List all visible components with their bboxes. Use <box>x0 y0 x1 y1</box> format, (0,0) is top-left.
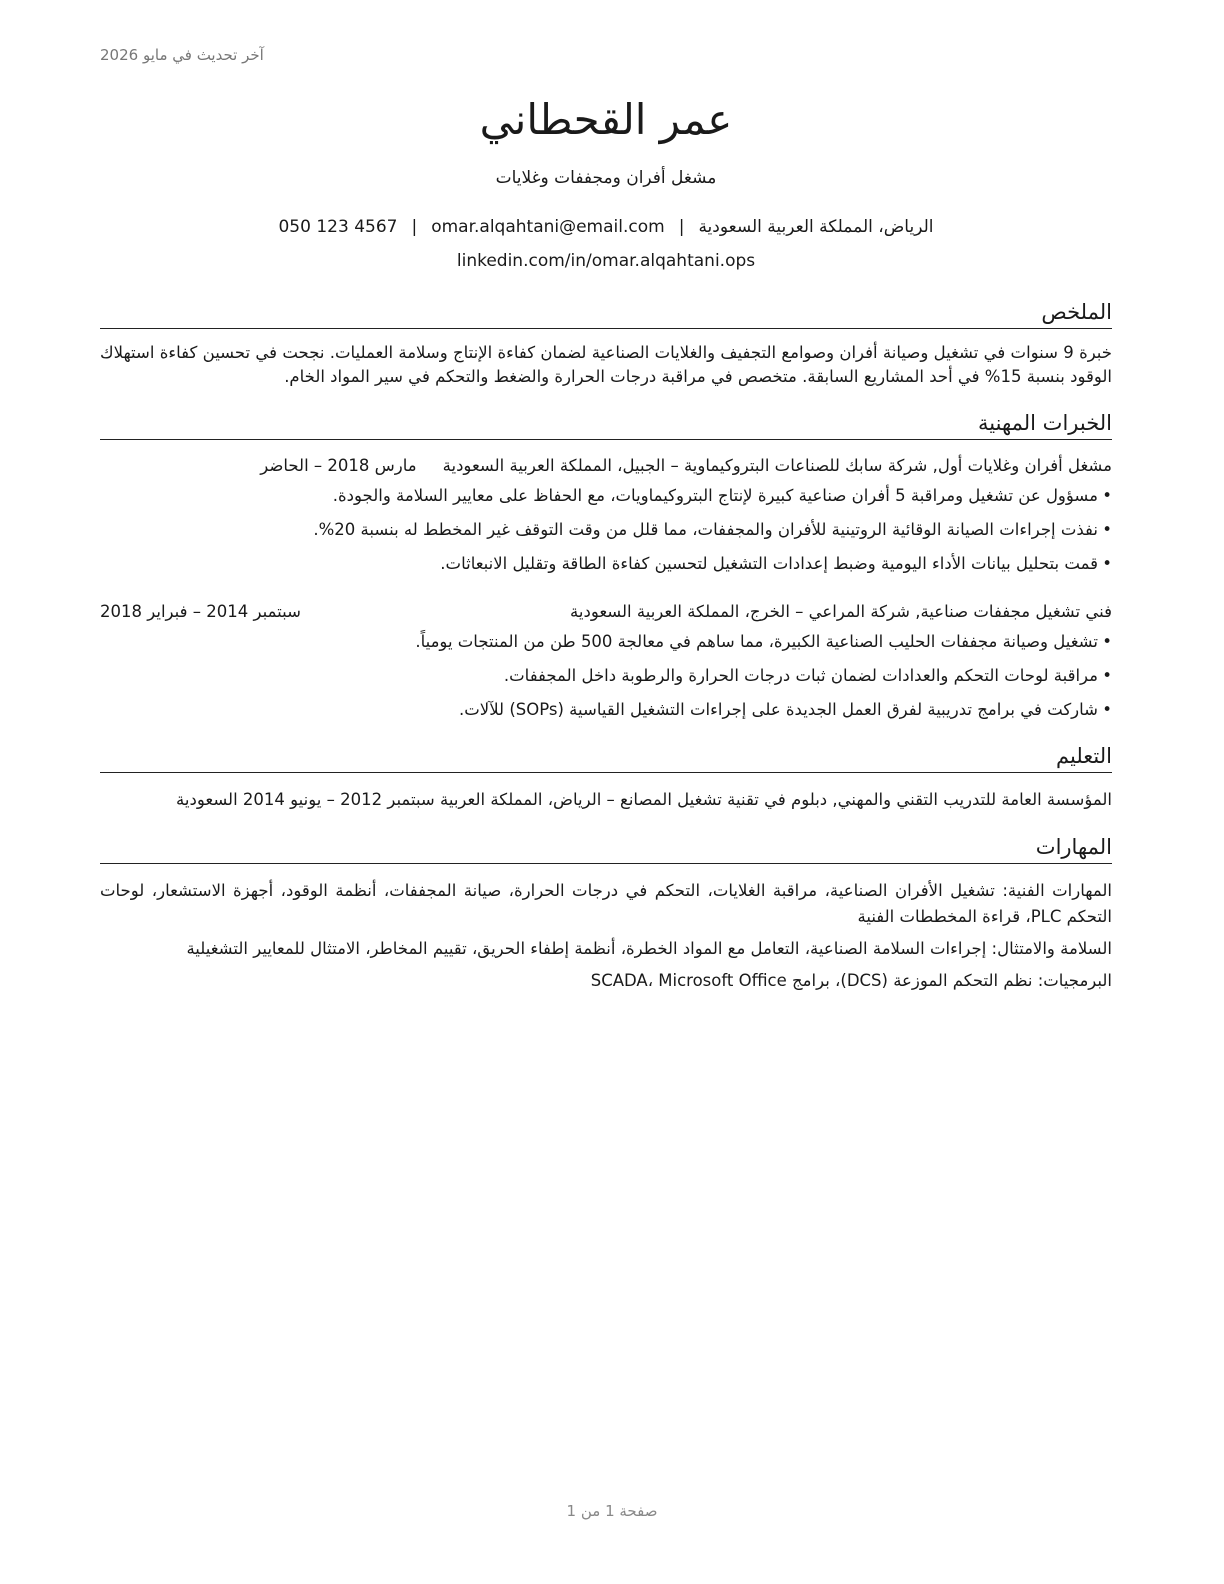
list-item <box>100 484 1112 508</box>
job-role: فني تشغيل مجففات صناعية, شركة المراعي – الخرج، المملكة العربية السعودية <box>570 602 1112 621</box>
bullet-icon: • <box>1102 554 1112 573</box>
bullet-icon: • <box>1102 520 1112 539</box>
list-item <box>100 630 1112 654</box>
bullet-text: نفذت إجراءات الصيانة الوقائية الروتينية للأفران والمجففات، مما قلل من وقت التوقف غير المخطط له بنسبة 20%. <box>313 520 1098 539</box>
job-dates: سبتمبر 2014 – فبراير 2018 <box>100 602 301 621</box>
candidate-name: عمر القحطاني <box>479 95 733 144</box>
contact-line-1 <box>100 210 1112 244</box>
education-entry: المؤسسة العامة للتدريب التقني والمهني, دبلوم في تقنية تشغيل المصانع – الرياض، المملكة العربية سبتمبر 2012 – يونيو 2014 السعودية <box>176 790 1112 809</box>
summary-section <box>100 298 1112 389</box>
job-bullets <box>100 630 1112 722</box>
job-entry <box>100 600 1112 722</box>
page-number: صفحة 1 من 1 <box>566 1502 658 1520</box>
skills-section <box>100 833 1112 994</box>
summary-text: خبرة 9 سنوات في تشغيل وصيانة أفران وصوامع التجفيف والغلايات الصناعية لضمان كفاءة الإنتاج وسلامة العمليات. نجحت في تحسين كفاءة استهلاك الوقود بنسبة 15% في أحد المشاريع السابقة. متخصص في مراقبة درجات الحرارة والضغط والتحكم في سير المواد الخام. <box>100 343 1112 386</box>
bullet-icon: • <box>1102 632 1112 651</box>
contact-info <box>100 210 1112 278</box>
job-bullets <box>100 484 1112 576</box>
education-section <box>100 742 1112 813</box>
separator: | <box>411 217 418 237</box>
phone-number: 050 123 4567 <box>278 217 398 237</box>
bullet-text: تشغيل وصيانة مجففات الحليب الصناعية الكبيرة، مما ساهم في معالجة 500 طن من المنتجات يومياً. <box>415 632 1098 651</box>
linkedin-link[interactable]: linkedin.com/in/omar.alqahtani.ops <box>456 251 756 271</box>
last-updated-note: آخر تحديث في مايو 2026 <box>100 46 264 64</box>
location: الرياض، المملكة العربية السعودية <box>698 217 934 237</box>
section-heading-summary: الملخص <box>100 298 1112 329</box>
separator: | <box>678 217 685 237</box>
job-header <box>100 454 1112 478</box>
list-item <box>100 698 1112 722</box>
bullet-icon: • <box>1102 666 1112 685</box>
job-title: مشغل أفران ومجففات وغلايات <box>495 168 717 188</box>
list-item <box>100 518 1112 542</box>
email-link[interactable]: omar.alqahtani@email.com <box>431 217 665 237</box>
bullet-text: مراقبة لوحات التحكم والعدادات لضمان ثبات درجات الحرارة والرطوبة داخل المجففات. <box>503 666 1098 685</box>
list-item <box>100 552 1112 576</box>
job-role: مشغل أفران وغلايات أول, شركة سابك للصناعات البتروكيماوية – الجبيل، المملكة العربية السعودية <box>442 456 1112 475</box>
experience-section <box>100 409 1112 722</box>
skill-group: البرمجيات: نظم التحكم الموزعة (DCS)، برامج SCADA، Microsoft Office <box>590 971 1112 990</box>
bullet-icon: • <box>1102 486 1112 505</box>
skill-group: السلامة والامتثال: إجراءات السلامة الصناعية، التعامل مع المواد الخطرة، أنظمة إطفاء الحريق، تقييم المخاطر، الامتثال للمعايير التشغيلية <box>186 939 1112 958</box>
list-item <box>100 664 1112 688</box>
section-heading-education: التعليم <box>100 742 1112 773</box>
bullet-text: مسؤول عن تشغيل ومراقبة 5 أفران صناعية كبيرة لإنتاج البتروكيماويات، مع الحفاظ على معايير السلامة والجودة. <box>332 486 1098 505</box>
job-header <box>100 600 1112 624</box>
section-heading-skills: المهارات <box>100 833 1112 864</box>
skill-group: المهارات الفنية: تشغيل الأفران الصناعية، مراقبة الغلايات، التحكم في درجات الحرارة، صيانة المجففات، أنظمة الوقود، أجهزة الاستشعار، لوحات التحكم PLC، قراءة المخططات الفنية <box>100 881 1112 926</box>
bullet-icon: • <box>1102 700 1112 719</box>
bullet-text: قمت بتحليل بيانات الأداء اليومية وضبط إعدادات التشغيل لتحسين كفاءة الطاقة وتقليل الانبعاثات. <box>440 554 1098 573</box>
section-heading-experience: الخبرات المهنية <box>100 409 1112 440</box>
job-entry <box>100 454 1112 576</box>
job-dates: مارس 2018 – الحاضر <box>260 456 417 475</box>
bullet-text: شاركت في برامج تدريبية لفرق العمل الجديدة على إجراءات التشغيل القياسية (SOPs) للآلات. <box>459 700 1098 719</box>
resume-page <box>100 90 1112 994</box>
